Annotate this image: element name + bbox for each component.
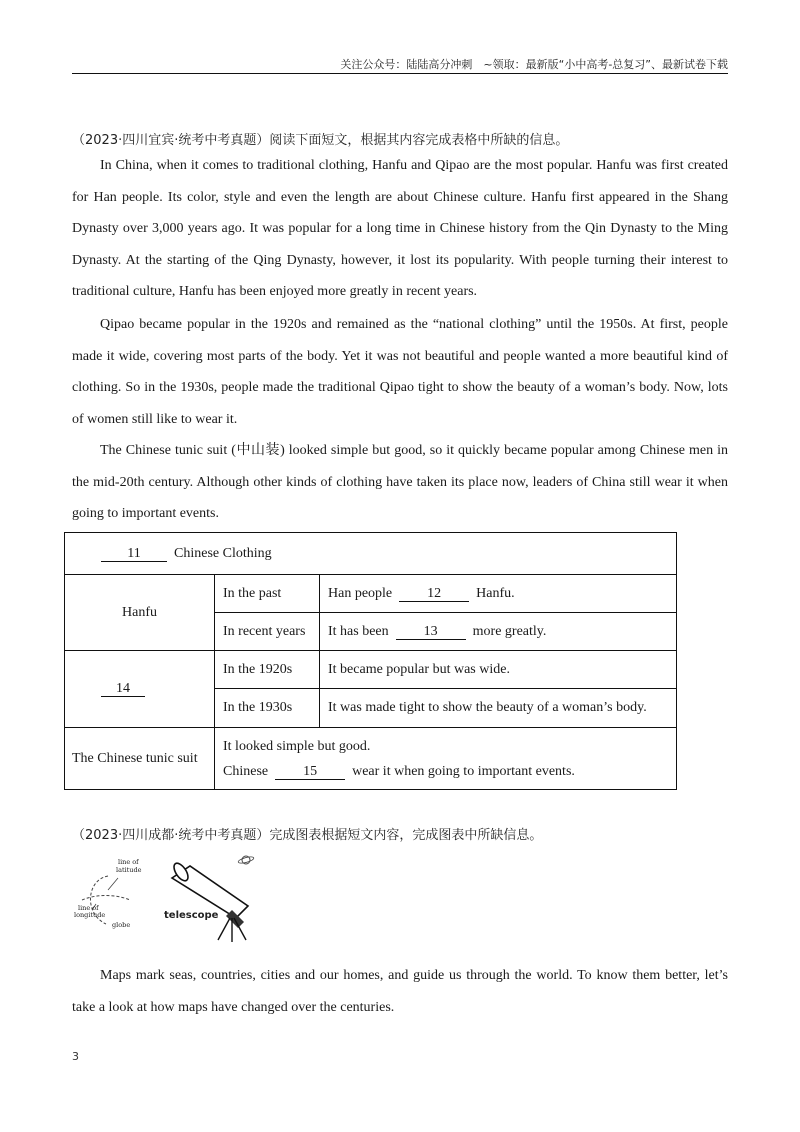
paragraph-hanfu: In China, when it comes to traditional clothing, Hanfu and Qipao are the most popular. Hanfu was first created for Han people. Its color, style and even the length are about Chinese culture. Hanfu first appeared in the Shang Dynasty over 3,000 years ago. It was popular for a long time in Chinese history from the Qin Dynasty to the Ming Dynasty. At the starting of the Qing Dynasty, however, it lost its popularity. With people turning their interest to traditional culture, Hanfu has been enjoyed more greatly in recent years. [72,158,728,300]
planet-icon [238,856,255,865]
paragraph-tunic-suit: The Chinese tunic suit (中山装) looked simple but good, so it quickly became popular among Chinese men in the mid-20th century. Although other kinds of clothing have taken its place now, leaders of China still wear it when going to important events. [72,443,728,522]
blank-11[interactable]: 11 [101,547,167,562]
year-1930-text: It was made tight to show the beauty of a woman’s body. [320,689,677,728]
table-title: Chinese Clothing [174,545,272,561]
longitude-label-1: line of [78,904,99,912]
page-header: 关注公众号：陆陆高分冲刺 ~领取：最新版“小中高考-总复习”、最新试卷下载 [340,58,728,71]
telescope-icon [171,861,248,942]
recent-label: In recent years [215,613,320,651]
blank-14[interactable]: 14 [101,682,145,697]
blank-12[interactable]: 12 [399,587,469,602]
paragraph-maps: Maps mark seas, countries, cities and our homes, and guide us through the world. To know them better, let’s take a look at how maps have changed over the centuries. [72,968,728,1015]
header-rule [72,73,728,74]
tunic-label: The Chinese tunic suit [65,728,215,790]
globe-label: globe [112,921,131,929]
blank-15[interactable]: 15 [275,765,345,780]
longitude-label-2: longitude [74,911,106,919]
question1-intro: （2023·四川宜宾·统考中考真题）阅读下面短文，根据其内容完成表格中所缺的信息。 [72,133,569,148]
table-row [65,651,677,689]
globe-telescope-illustration [72,848,262,944]
year-1930-label: In the 1930s [215,689,320,728]
year-1920-label: In the 1920s [215,651,320,689]
recent-suffix: more greatly. [472,623,547,639]
year-1920-text: It became popular but was wide. [320,651,677,689]
clothing-table [64,532,677,790]
tunic-suffix: wear it when going to important events. [352,763,575,779]
past-label: In the past [215,575,320,613]
past-suffix: Hanfu. [476,585,515,601]
question2-intro: （2023·四川成都·统考中考真题）完成图表根据短文内容，完成图表中所缺信息。 [72,828,543,843]
tunic-prefix: Chinese [223,763,269,779]
telescope-label: telescope [164,910,219,921]
recent-prefix: It has been [328,623,389,639]
blank-13[interactable]: 13 [396,625,466,640]
paragraph-qipao: Qipao became popular in the 1920s and remained as the “national clothing” until the 1950s. At first, people made it wide, covering most parts of the body. Yet it was not beautiful and people wanted a more beautiful kind of clothing. So in the 1930s, people made the traditional Qipao tight to show the beauty of a woman’s body. Now, lots of women still like to wear it. [72,317,728,427]
table-row [65,728,677,790]
past-prefix: Han people [328,585,393,601]
latitude-label-2: latitude [116,866,142,874]
page-number: 3 [72,1050,79,1063]
tunic-line1: It looked simple but good. [223,738,371,754]
table-title-row [65,533,677,575]
hanfu-label: Hanfu [65,575,215,651]
table-row [65,575,677,613]
latitude-label-1: line of [118,858,139,866]
